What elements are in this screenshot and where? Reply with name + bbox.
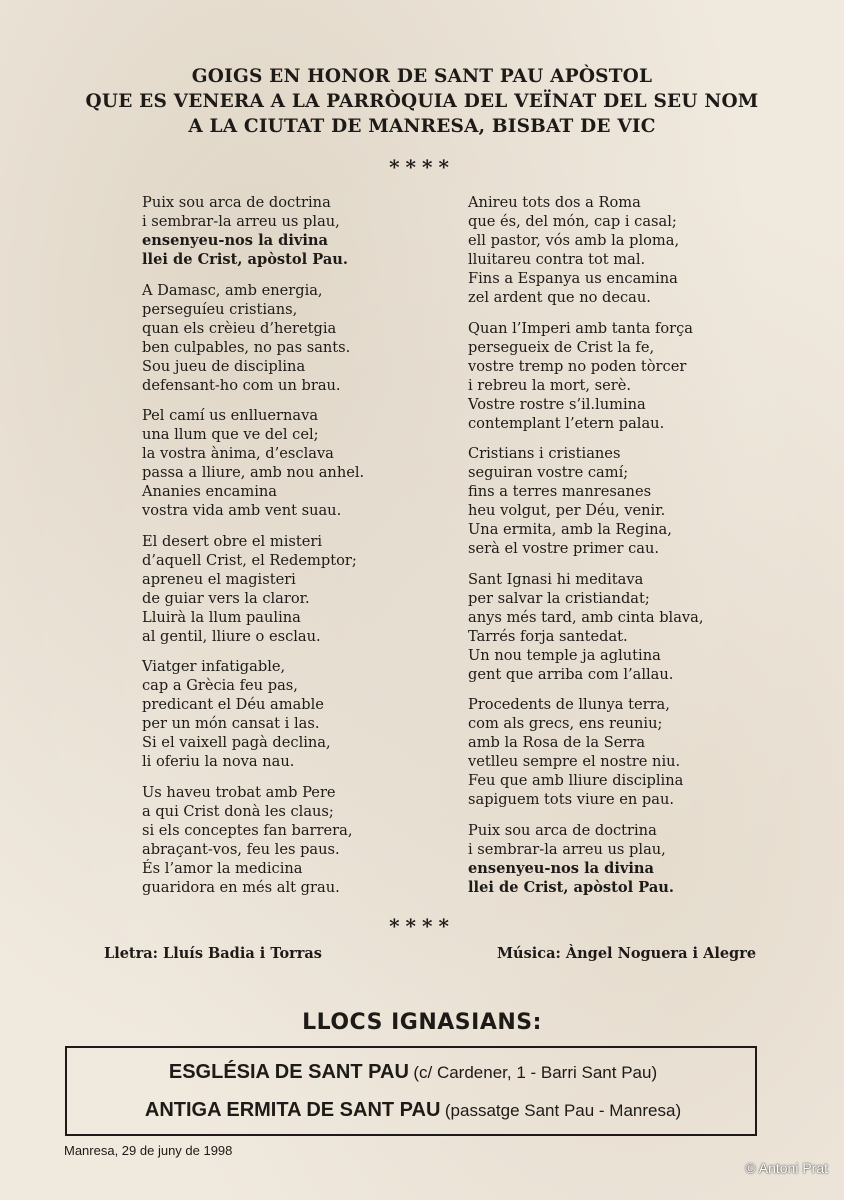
verse-line: vostra vida amb vent suau. <box>142 502 342 520</box>
place-2-detail: (passatge Sant Pau - Manresa) <box>444 1101 682 1120</box>
verse-line: una llum que ve del cel; <box>142 426 319 444</box>
verse-line: si els conceptes fan barrera, <box>142 821 353 839</box>
lyrics-credit: Lletra: Lluís Badia i Torras <box>104 945 322 962</box>
verse-line: Cristians i cristianes <box>468 445 621 463</box>
verse-line: Un nou temple ja aglutina <box>468 646 661 664</box>
verse-line: El desert obre el misteri <box>142 532 323 550</box>
verse-line: Lluirà la llum paulina <box>142 608 301 626</box>
verse-line: Procedents de llunya terra, <box>468 696 670 714</box>
stanza <box>142 532 364 646</box>
stanza <box>142 406 364 520</box>
verse-line: abraçant-vos, feu les paus. <box>142 840 340 858</box>
verse-line: lluitareu contra tot mal. <box>468 251 646 268</box>
verse-line: heu volgut, per Déu, venir. <box>468 502 666 520</box>
verse-line: Feu que amb lliure disciplina <box>468 772 684 790</box>
verse-line: contemplant l’etern palau. <box>468 414 665 432</box>
verse-line: zel ardent que no decau. <box>468 289 651 306</box>
copyright-watermark: © Antoni Prat <box>745 1160 828 1176</box>
place-1-detail: (c/ Cardener, 1 - Barri Sant Pau) <box>413 1063 658 1082</box>
verse-line: que és, del món, cap i casal; <box>468 213 677 230</box>
verse-line: i rebreu la mort, serè. <box>468 376 632 394</box>
verse-line: predicant el Déu amable <box>142 696 324 714</box>
verse-line: Us haveu trobat amb Pere <box>142 783 336 801</box>
verse-line: Sou jueu de disciplina <box>142 357 306 375</box>
stanza <box>468 444 704 558</box>
title-line-1: GOIGS EN HONOR DE SANT PAU APÒSTOL <box>191 66 653 87</box>
verse-line: i sembrar-la arreu us plau, <box>142 213 340 230</box>
verse-line: per salvar la cristiandat; <box>468 589 650 607</box>
verse-line: passa a lliure, amb nou anhel. <box>142 464 365 482</box>
verse-line: vetlleu sempre el nostre niu. <box>468 753 681 771</box>
verse-line: Viatger infatigable, <box>142 658 286 676</box>
verse-line: fins a terres manresanes <box>468 483 652 501</box>
verse-line: sapiguem tots viure en pau. <box>468 791 675 809</box>
verse-line: llei de Crist, apòstol Pau. <box>142 251 348 268</box>
verse-line: d’aquell Crist, el Redemptor; <box>142 551 357 569</box>
place-2 <box>67 1099 759 1122</box>
verse-line: ell pastor, vós amb la ploma, <box>468 232 680 249</box>
stanza <box>468 821 704 897</box>
verses-right-column <box>468 193 704 909</box>
verse-line: i sembrar-la arreu us plau, <box>468 840 666 858</box>
document-title <box>0 64 844 139</box>
verse-line: ensenyeu-nos la divina <box>142 232 328 249</box>
title-line-3: A LA CIUTAT DE MANRESA, BISBAT DE VIC <box>188 116 656 137</box>
verse-line: ensenyeu-nos la divina <box>468 859 654 877</box>
verse-line: defensant-ho com un brau. <box>142 376 341 394</box>
date-line: Manresa, 29 de juny de 1998 <box>64 1143 233 1158</box>
place-2-name: ANTIGA ERMITA DE SANT PAU <box>144 1099 441 1121</box>
verse-line: com als grecs, ens reuniu; <box>468 715 663 733</box>
verse-line: Vostre rostre s’il.lumina <box>468 395 646 413</box>
verse-line: seguiran vostre camí; <box>468 464 629 482</box>
verse-line: Pel camí us enlluernava <box>142 407 319 425</box>
llocs-heading: LLOCS IGNASIANS: <box>302 1010 542 1035</box>
title-line-2: QUE ES VENERA A LA PARRÒQUIA DEL VEÏNAT DEL SEU NOM <box>85 91 759 112</box>
stanza <box>142 783 364 897</box>
verse-line: Si el vaixell pagà declina, <box>142 734 331 752</box>
verse-line: apreneu el magisteri <box>142 570 296 588</box>
verse-line: vostre tremp no poden tòrcer <box>468 357 687 375</box>
verse-line: Tarrés forja santedat. <box>468 627 628 645</box>
verse-line: llei de Crist, apòstol Pau. <box>468 878 674 896</box>
verse-line: serà el vostre primer cau. <box>468 540 660 558</box>
verse-line: quan els crèieu d’heretgia <box>142 319 337 337</box>
verse-line: persegueix de Crist la fe, <box>468 338 655 356</box>
verse-line: Sant Ignasi hi meditava <box>468 570 644 588</box>
stanza <box>142 193 364 269</box>
verse-line: al gentil, lliure o esclau. <box>142 627 321 645</box>
stanza <box>142 657 364 771</box>
verse-line: ben culpables, no pas sants. <box>142 338 351 356</box>
separator-bottom: **** <box>389 914 455 938</box>
verse-line: perseguíeu cristians, <box>142 300 298 318</box>
verse-line: Una ermita, amb la Regina, <box>468 521 672 539</box>
music-credit: Música: Àngel Noguera i Alegre <box>497 945 757 962</box>
verse-line: Anireu tots dos a Roma <box>468 194 641 211</box>
verse-line: a qui Crist donà les claus; <box>142 802 334 820</box>
verse-line: És l’amor la medicina <box>142 859 303 877</box>
verse-line: Puix sou arca de doctrina <box>468 821 657 839</box>
verse-line: guaridora en més alt grau. <box>142 878 340 896</box>
place-1 <box>67 1061 759 1084</box>
stanza <box>468 193 704 307</box>
stanza <box>142 281 364 395</box>
verse-line: cap a Grècia feu pas, <box>142 677 298 695</box>
verse-line: Puix sou arca de doctrina <box>142 194 331 211</box>
verse-line: Fins a Espanya us encamina <box>468 270 678 287</box>
verse-line: li oferiu la nova nau. <box>142 753 295 771</box>
separator-top: **** <box>389 155 455 179</box>
verse-line: amb la Rosa de la Serra <box>468 734 646 752</box>
verse-line: la vostra ànima, d’esclava <box>142 445 334 463</box>
verse-line: A Damasc, amb energia, <box>142 281 323 299</box>
verse-line: per un món cansat i las. <box>142 715 320 733</box>
stanza <box>468 695 704 809</box>
verse-line: Quan l’Imperi amb tanta força <box>468 319 693 337</box>
verses-left-column <box>142 193 364 909</box>
verse-line: Ananies encamina <box>142 483 277 501</box>
place-1-name: ESGLÉSIA DE SANT PAU <box>168 1061 409 1083</box>
stanza <box>468 319 704 433</box>
stanza <box>468 570 704 684</box>
verse-line: de guiar vers la claror. <box>142 589 310 607</box>
places-box <box>65 1046 757 1136</box>
verse-line: anys més tard, amb cinta blava, <box>468 608 704 626</box>
verse-line: gent que arriba com l’allau. <box>468 665 674 683</box>
